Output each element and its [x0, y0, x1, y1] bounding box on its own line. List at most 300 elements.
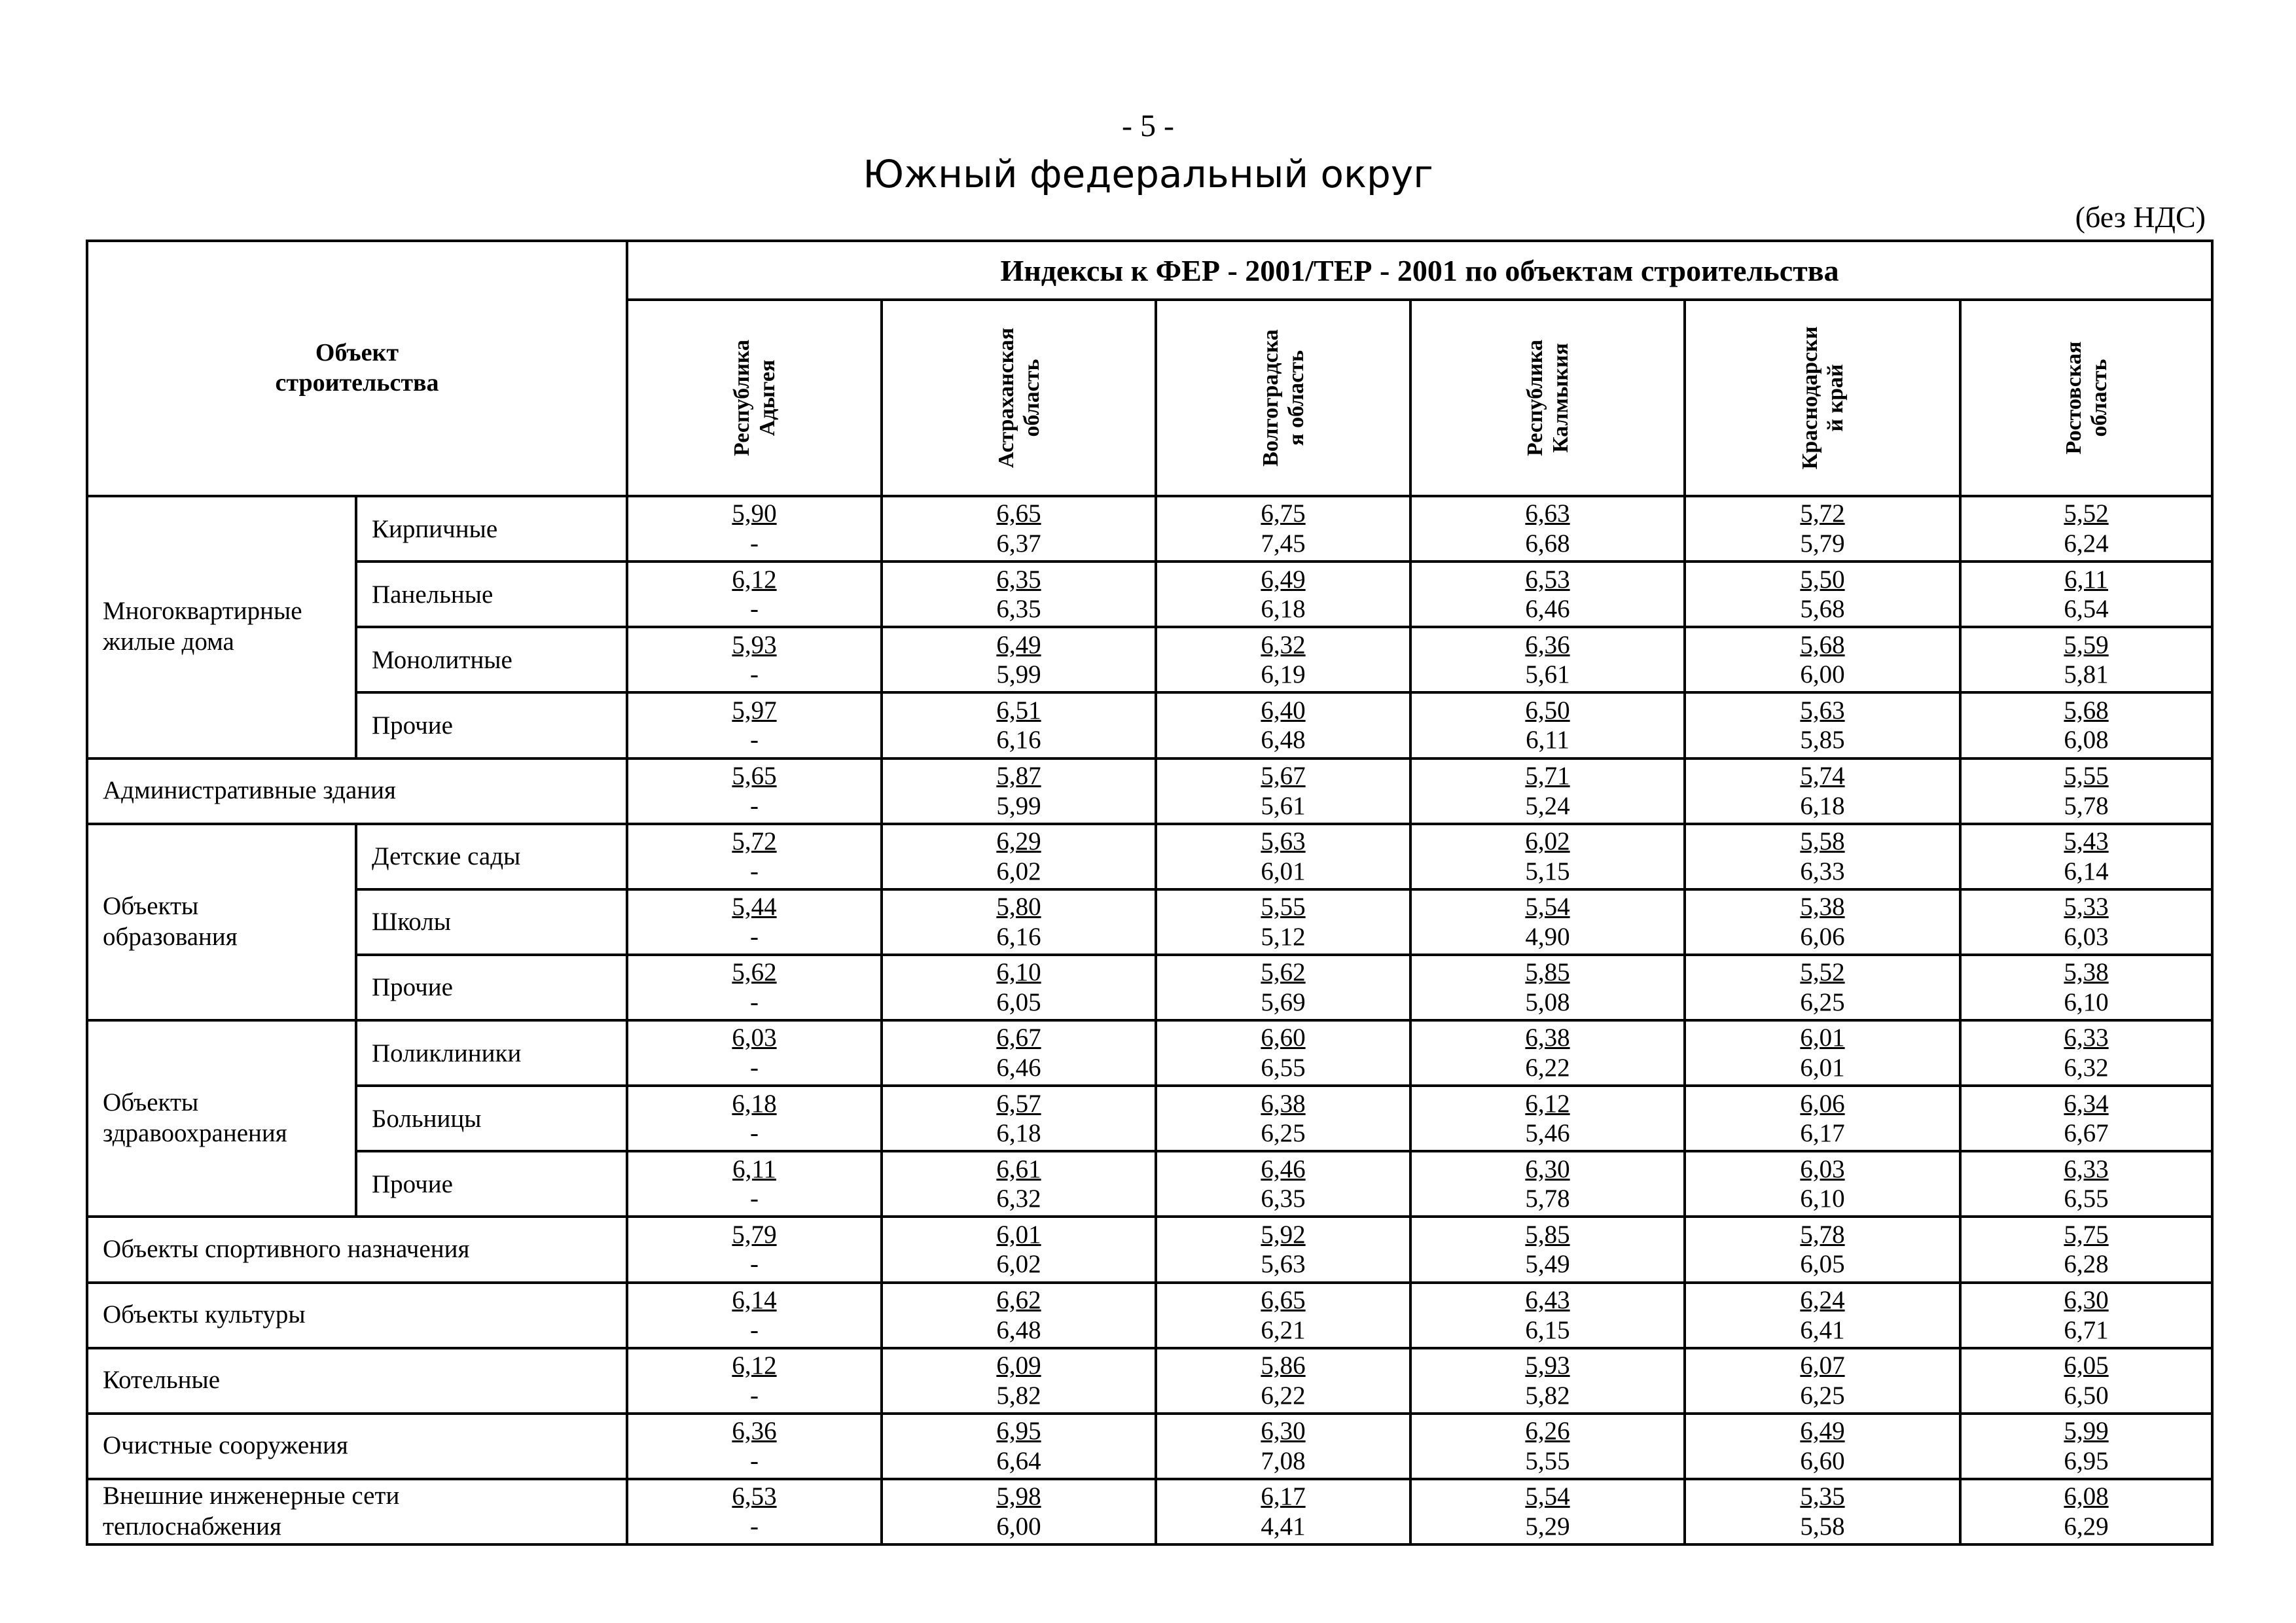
- fer-index: 6,57: [996, 1089, 1041, 1118]
- fer-index: 5,98: [996, 1482, 1041, 1511]
- ter-index: -: [750, 791, 759, 820]
- ter-index: 5,15: [1525, 857, 1570, 885]
- index-cell: [627, 1414, 882, 1479]
- ter-index: 6,48: [1261, 726, 1306, 755]
- fer-index: 5,35: [1800, 1482, 1845, 1511]
- table-row: [87, 824, 2212, 889]
- table-row: [87, 955, 2212, 1020]
- fer-index: 6,38: [1525, 1024, 1570, 1052]
- fer-index: 5,72: [732, 827, 777, 856]
- index-cell: [1410, 758, 1685, 824]
- fer-index: 5,92: [1261, 1220, 1306, 1249]
- fer-index: 6,24: [1800, 1285, 1845, 1314]
- ter-index: 7,08: [1261, 1446, 1306, 1475]
- region-header: [882, 300, 1156, 496]
- table-row: [87, 496, 2212, 562]
- index-cell: [882, 758, 1156, 824]
- ter-index: -: [750, 529, 759, 558]
- index-cell: [882, 1086, 1156, 1151]
- index-cell: [1960, 1020, 2212, 1086]
- object-label: Внешние инженерные сети теплоснабжения: [87, 1479, 627, 1544]
- ter-index: 6,71: [2064, 1315, 2109, 1344]
- index-cell: [1156, 824, 1410, 889]
- ter-index: 6,67: [2064, 1119, 2109, 1148]
- object-label: Котельные: [87, 1348, 627, 1414]
- ter-index: 6,02: [996, 1250, 1041, 1279]
- index-cell: [627, 1348, 882, 1414]
- fer-index: 6,36: [1525, 630, 1570, 659]
- object-label: Объекты спортивного назначения: [87, 1217, 627, 1282]
- index-cell: [1960, 1151, 2212, 1217]
- ter-index: 6,54: [2064, 595, 2109, 624]
- index-cell: [627, 758, 882, 824]
- ter-index: 5,61: [1525, 660, 1570, 689]
- indices-header: Индексы к ФЕР - 2001/ТЕР - 2001 по объектам строительства: [627, 241, 2212, 300]
- ter-index: 5,58: [1800, 1512, 1845, 1541]
- table-body: [87, 496, 2212, 1544]
- fer-index: 6,12: [732, 1351, 777, 1380]
- ter-index: 6,50: [2064, 1381, 2109, 1410]
- fer-index: 5,79: [732, 1220, 777, 1249]
- fer-index: 6,18: [732, 1089, 777, 1118]
- fer-index: 5,85: [1525, 1220, 1570, 1249]
- region-label: Республика Адыгея: [729, 340, 780, 456]
- ter-index: 6,29: [2064, 1512, 2109, 1541]
- index-cell: [1410, 1283, 1685, 1348]
- ter-index: -: [750, 1250, 759, 1279]
- fer-index: 5,68: [1800, 630, 1845, 659]
- ter-index: -: [750, 1119, 759, 1148]
- object-subtype-label: Больницы: [356, 1086, 627, 1151]
- fer-index: 6,62: [996, 1285, 1041, 1314]
- index-cell: [1685, 496, 1960, 562]
- index-cell: [1410, 1020, 1685, 1086]
- fer-index: 6,53: [1525, 565, 1570, 594]
- index-cell: [1410, 889, 1685, 955]
- fer-index: 6,12: [1525, 1089, 1570, 1118]
- page-number: - 5 -: [1122, 109, 1174, 143]
- index-cell: [1410, 627, 1685, 692]
- index-cell: [1156, 1151, 1410, 1217]
- index-cell: [1156, 1414, 1410, 1479]
- ter-index: -: [750, 1315, 759, 1344]
- index-cell: [1685, 627, 1960, 692]
- ter-index: 5,08: [1525, 988, 1570, 1016]
- table-row: [87, 1217, 2212, 1282]
- index-cell: [1156, 1283, 1410, 1348]
- fer-index: 5,67: [1261, 761, 1306, 790]
- fer-index: 6,01: [996, 1220, 1041, 1249]
- index-cell: [1685, 1283, 1960, 1348]
- ter-index: 6,24: [2064, 529, 2109, 558]
- ter-index: 6,55: [2064, 1185, 2109, 1213]
- ter-index: 6,18: [996, 1119, 1041, 1148]
- ter-index: 6,01: [1261, 857, 1306, 885]
- fer-index: 5,44: [732, 893, 777, 921]
- index-cell: [882, 955, 1156, 1020]
- fer-index: 6,32: [1261, 630, 1306, 659]
- fer-index: 5,93: [1525, 1351, 1570, 1380]
- region-label: Астраханская область: [994, 327, 1044, 469]
- ter-index: 5,78: [1525, 1185, 1570, 1213]
- ter-index: 6,00: [996, 1512, 1041, 1541]
- fer-index: 5,33: [2064, 893, 2109, 921]
- ter-index: 6,33: [1800, 857, 1845, 885]
- ter-index: 6,02: [996, 857, 1041, 885]
- vat-note: (без НДС): [2075, 200, 2206, 234]
- ter-index: 5,99: [996, 791, 1041, 820]
- fer-index: 6,38: [1261, 1089, 1306, 1118]
- ter-index: 5,55: [1525, 1446, 1570, 1475]
- index-cell: [1960, 1348, 2212, 1414]
- ter-index: 5,82: [1525, 1381, 1570, 1410]
- ter-index: 7,45: [1261, 529, 1306, 558]
- index-cell: [627, 1151, 882, 1217]
- region-header: [1156, 300, 1410, 496]
- fer-index: 6,46: [1261, 1154, 1306, 1183]
- index-cell: [1156, 1479, 1410, 1544]
- ter-index: 6,25: [1800, 1381, 1845, 1410]
- ter-index: 4,90: [1525, 922, 1570, 951]
- ter-index: 6,48: [996, 1315, 1041, 1344]
- ter-index: 6,16: [996, 922, 1041, 951]
- ter-index: 5,29: [1525, 1512, 1570, 1541]
- fer-index: 5,75: [2064, 1220, 2109, 1249]
- index-cell: [1960, 758, 2212, 824]
- index-cell: [882, 1348, 1156, 1414]
- ter-index: 6,22: [1525, 1054, 1570, 1082]
- ter-index: 6,06: [1800, 922, 1845, 951]
- index-cell: [627, 1086, 882, 1151]
- index-cell: [1156, 692, 1410, 758]
- index-cell: [1410, 1348, 1685, 1414]
- index-cell: [1960, 1479, 2212, 1544]
- ter-index: 6,35: [996, 595, 1041, 624]
- index-cell: [1685, 1086, 1960, 1151]
- index-cell: [627, 1020, 882, 1086]
- index-cell: [1410, 1414, 1685, 1479]
- index-cell: [627, 1217, 882, 1282]
- index-cell: [627, 955, 882, 1020]
- object-group-label: Многоквартирные жилые дома: [87, 496, 356, 758]
- ter-index: 6,05: [996, 988, 1041, 1016]
- index-cell: [1960, 627, 2212, 692]
- page-title: Южный федеральный округ: [863, 152, 1433, 196]
- fer-index: 6,40: [1261, 696, 1306, 724]
- fer-index: 6,34: [2064, 1089, 2109, 1118]
- index-cell: [627, 496, 882, 562]
- fer-index: 6,08: [2064, 1482, 2109, 1511]
- index-cell: [882, 1479, 1156, 1544]
- index-cell: [882, 1217, 1156, 1282]
- ter-index: 6,95: [2064, 1446, 2109, 1475]
- index-cell: [1156, 758, 1410, 824]
- object-subtype-label: Кирпичные: [356, 496, 627, 562]
- ter-index: 5,49: [1525, 1250, 1570, 1279]
- index-cell: [1685, 889, 1960, 955]
- index-cell: [1685, 758, 1960, 824]
- table-row: [87, 627, 2212, 692]
- table-row: [87, 1283, 2212, 1348]
- ter-index: 5,61: [1261, 791, 1306, 820]
- index-cell: [882, 889, 1156, 955]
- table-row: [87, 1348, 2212, 1414]
- index-cell: [1685, 1217, 1960, 1282]
- fer-index: 5,62: [732, 958, 777, 987]
- index-cell: [1410, 955, 1685, 1020]
- ter-index: 5,63: [1261, 1250, 1306, 1279]
- table-row: [87, 1414, 2212, 1479]
- index-cell: [1156, 1217, 1410, 1282]
- fer-index: 6,60: [1261, 1024, 1306, 1052]
- fer-index: 6,17: [1261, 1482, 1306, 1511]
- ter-index: 6,10: [1800, 1185, 1845, 1213]
- ter-index: 6,37: [996, 529, 1041, 558]
- ter-index: 4,41: [1261, 1512, 1306, 1541]
- fer-index: 5,52: [2064, 499, 2109, 528]
- fer-index: 6,35: [996, 565, 1041, 594]
- index-cell: [882, 1151, 1156, 1217]
- ter-index: -: [750, 660, 759, 689]
- index-cell: [1410, 1086, 1685, 1151]
- fer-index: 6,14: [732, 1285, 777, 1314]
- fer-index: 6,29: [996, 827, 1041, 856]
- fer-index: 5,54: [1525, 1482, 1570, 1511]
- ter-index: 5,69: [1261, 988, 1306, 1016]
- index-cell: [1156, 627, 1410, 692]
- fer-index: 6,05: [2064, 1351, 2109, 1380]
- ter-index: 6,32: [996, 1185, 1041, 1213]
- ter-index: 6,00: [1800, 660, 1845, 689]
- object-group-label: Объекты здравоохранения: [87, 1020, 356, 1217]
- ter-index: 5,79: [1800, 529, 1845, 558]
- index-cell: [1960, 889, 2212, 955]
- ter-index: 6,25: [1800, 988, 1845, 1016]
- fer-index: 6,51: [996, 696, 1041, 724]
- fer-index: 5,63: [1261, 827, 1306, 856]
- ter-index: 6,22: [1261, 1381, 1306, 1410]
- ter-index: 6,17: [1800, 1119, 1845, 1148]
- table-row: [87, 692, 2212, 758]
- table-row: [87, 1020, 2212, 1086]
- index-cell: [1685, 824, 1960, 889]
- index-cell: [1685, 562, 1960, 627]
- index-cell: [882, 1020, 1156, 1086]
- ter-index: 6,01: [1800, 1054, 1845, 1082]
- fer-index: 6,75: [1261, 499, 1306, 528]
- index-cell: [1156, 955, 1410, 1020]
- fer-index: 5,97: [732, 696, 777, 724]
- index-cell: [1156, 1020, 1410, 1086]
- ter-index: -: [750, 1054, 759, 1082]
- index-cell: [1960, 562, 2212, 627]
- index-cell: [1156, 1086, 1410, 1151]
- object-subtype-label: Панельные: [356, 562, 627, 627]
- fer-index: 6,26: [1525, 1417, 1570, 1446]
- object-group-label: Объекты образования: [87, 824, 356, 1020]
- indices-table: [86, 240, 2214, 1546]
- ter-index: -: [750, 595, 759, 624]
- region-label: Ростовская область: [2061, 341, 2111, 455]
- ter-index: 6,68: [1525, 529, 1570, 558]
- region-header: [1685, 300, 1960, 496]
- fer-index: 5,63: [1800, 696, 1845, 724]
- ter-index: 5,12: [1261, 922, 1306, 951]
- fer-index: 5,38: [2064, 958, 2109, 987]
- ter-index: -: [750, 922, 759, 951]
- index-cell: [1410, 1151, 1685, 1217]
- ter-index: 5,68: [1800, 595, 1845, 624]
- object-label: Очистные сооружения: [87, 1414, 627, 1479]
- fer-index: 6,30: [1525, 1154, 1570, 1183]
- object-label: Объекты культуры: [87, 1283, 627, 1348]
- object-subtype-label: Детские сады: [356, 824, 627, 889]
- object-header-label: Объект строительства: [275, 339, 439, 397]
- index-cell: [1960, 955, 2212, 1020]
- index-cell: [1960, 1086, 2212, 1151]
- index-cell: [627, 1283, 882, 1348]
- fer-index: 6,65: [996, 499, 1041, 528]
- ter-index: 6,10: [2064, 988, 2109, 1016]
- ter-index: 6,35: [1261, 1185, 1306, 1213]
- fer-index: 6,65: [1261, 1285, 1306, 1314]
- object-subtype-label: Монолитные: [356, 627, 627, 692]
- fer-index: 6,61: [996, 1154, 1041, 1183]
- region-label: Республика Калмыкия: [1522, 340, 1573, 456]
- fer-index: 6,11: [732, 1154, 776, 1183]
- fer-index: 5,99: [2064, 1417, 2109, 1446]
- index-cell: [1960, 1217, 2212, 1282]
- ter-index: 6,46: [1525, 595, 1570, 624]
- index-cell: [1685, 1348, 1960, 1414]
- fer-index: 5,93: [732, 630, 777, 659]
- fer-index: 6,33: [2064, 1154, 2109, 1183]
- fer-index: 6,50: [1525, 696, 1570, 724]
- fer-index: 6,02: [1525, 827, 1570, 856]
- object-label: Административные здания: [87, 758, 627, 824]
- ter-index: -: [750, 988, 759, 1016]
- ter-index: 5,82: [996, 1381, 1041, 1410]
- ter-index: -: [750, 1512, 759, 1541]
- fer-index: 5,71: [1525, 761, 1570, 790]
- index-cell: [627, 692, 882, 758]
- fer-index: 5,55: [2064, 761, 2109, 790]
- fer-index: 5,58: [1800, 827, 1845, 856]
- fer-index: 6,10: [996, 958, 1041, 987]
- ter-index: 6,19: [1261, 660, 1306, 689]
- fer-index: 6,95: [996, 1417, 1041, 1446]
- fer-index: 6,01: [1800, 1024, 1845, 1052]
- ter-index: 6,28: [2064, 1250, 2109, 1279]
- ter-index: 5,81: [2064, 660, 2109, 689]
- fer-index: 5,43: [2064, 827, 2109, 856]
- index-cell: [627, 627, 882, 692]
- index-cell: [627, 889, 882, 955]
- fer-index: 6,06: [1800, 1089, 1845, 1118]
- fer-index: 5,74: [1800, 761, 1845, 790]
- fer-index: 5,85: [1525, 958, 1570, 987]
- fer-index: 5,54: [1525, 893, 1570, 921]
- index-cell: [1685, 1020, 1960, 1086]
- index-cell: [1410, 562, 1685, 627]
- ter-index: 6,03: [2064, 922, 2109, 951]
- index-cell: [882, 1283, 1156, 1348]
- ter-index: 6,32: [2064, 1054, 2109, 1082]
- object-subtype-label: Прочие: [356, 1151, 627, 1217]
- fer-index: 5,62: [1261, 958, 1306, 987]
- index-cell: [627, 1479, 882, 1544]
- ter-index: 6,11: [1526, 726, 1570, 755]
- fer-index: 5,65: [732, 761, 777, 790]
- fer-index: 5,50: [1800, 565, 1845, 594]
- fer-index: 5,59: [2064, 630, 2109, 659]
- ter-index: 6,46: [996, 1054, 1041, 1082]
- index-cell: [882, 627, 1156, 692]
- index-cell: [1960, 496, 2212, 562]
- fer-index: 5,80: [996, 893, 1041, 921]
- fer-index: 5,87: [996, 761, 1041, 790]
- fer-index: 5,78: [1800, 1220, 1845, 1249]
- index-cell: [627, 562, 882, 627]
- fer-index: 6,09: [996, 1351, 1041, 1380]
- ter-index: 6,41: [1800, 1315, 1845, 1344]
- ter-index: 5,46: [1525, 1119, 1570, 1148]
- ter-index: 5,24: [1525, 791, 1570, 820]
- fer-index: 6,43: [1525, 1285, 1570, 1314]
- ter-index: 6,08: [2064, 726, 2109, 755]
- table-row: [87, 1479, 2212, 1544]
- table-row: [87, 889, 2212, 955]
- index-cell: [1156, 496, 1410, 562]
- index-cell: [1960, 692, 2212, 758]
- ter-index: 5,99: [996, 660, 1041, 689]
- ter-index: 6,25: [1261, 1119, 1306, 1148]
- index-cell: [1960, 824, 2212, 889]
- index-cell: [1685, 1151, 1960, 1217]
- fer-index: 6,12: [732, 565, 777, 594]
- region-header: [1410, 300, 1685, 496]
- ter-index: 6,14: [2064, 857, 2109, 885]
- index-cell: [882, 1414, 1156, 1479]
- fer-index: 6,11: [2064, 565, 2108, 594]
- ter-index: 6,64: [996, 1446, 1041, 1475]
- index-cell: [882, 562, 1156, 627]
- fer-index: 5,52: [1800, 958, 1845, 987]
- index-cell: [882, 824, 1156, 889]
- fer-index: 5,72: [1800, 499, 1845, 528]
- index-cell: [627, 824, 882, 889]
- object-subtype-label: Прочие: [356, 692, 627, 758]
- fer-index: 6,33: [2064, 1024, 2109, 1052]
- index-cell: [1156, 562, 1410, 627]
- index-cell: [1410, 496, 1685, 562]
- index-cell: [1410, 692, 1685, 758]
- index-cell: [1410, 824, 1685, 889]
- region-header: [627, 300, 882, 496]
- index-cell: [1156, 1348, 1410, 1414]
- ter-index: 6,18: [1261, 595, 1306, 624]
- ter-index: -: [750, 726, 759, 755]
- fer-index: 6,03: [732, 1024, 777, 1052]
- table-row: [87, 562, 2212, 627]
- fer-index: 6,49: [1800, 1417, 1845, 1446]
- fer-index: 6,03: [1800, 1154, 1845, 1183]
- object-subtype-label: Поликлиники: [356, 1020, 627, 1086]
- ter-index: 6,05: [1800, 1250, 1845, 1279]
- object-subtype-label: Прочие: [356, 955, 627, 1020]
- fer-index: 6,30: [1261, 1417, 1306, 1446]
- object-subtype-label: Школы: [356, 889, 627, 955]
